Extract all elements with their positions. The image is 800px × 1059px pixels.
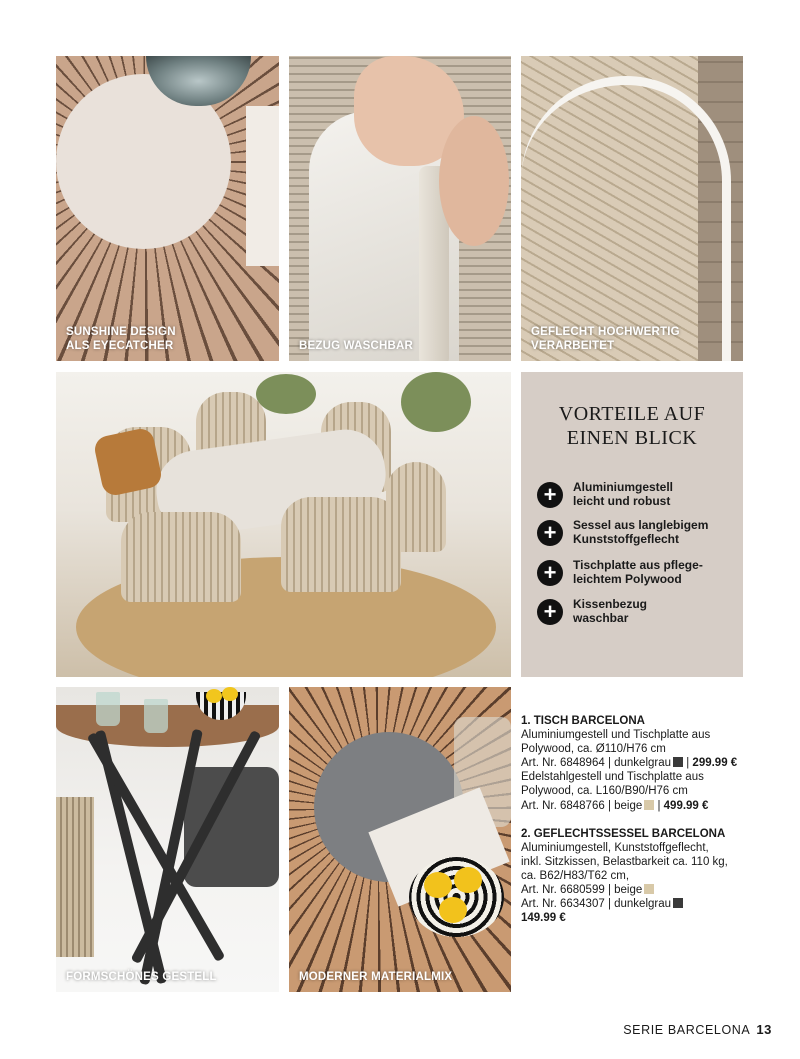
chair [56,797,94,957]
chair [121,512,241,602]
glass [96,692,120,726]
white-box [246,106,279,266]
lemon [439,897,467,923]
caption-weave: GEFLECHT HOCHWERTIG VERARBEITET [531,326,680,352]
article-line: Art. Nr. 6680599 | beige [521,883,761,897]
page-number: 13 [756,1022,772,1037]
plus-circle-icon: + [537,482,563,508]
color-swatch [673,898,683,908]
caption-cover: BEZUG WASCHBAR [299,340,413,352]
chair [281,497,401,592]
plant [256,374,316,414]
lemon [206,689,222,703]
hand [439,116,509,246]
benefit-item: + Aluminiumgestell leicht und robust [537,480,737,512]
photo-weave [521,56,743,361]
product-details: 1. TISCH BARCELONA Aluminiumgestell und Tischplatte aus Polywood, ca. Ø110/H76 cm Art. Nr. 6848964 | dunkelgrau | 299.99 € Edelstahlgestell und Tischplatte aus Polywood, ca. L160/B90/H76 cm Art. Nr. 6848766 | beige | 499.99 € 2. GEFLECHTSSESSEL BARCELONA Aluminiumgestell, Kunststoffgeflecht, inkl. Sitzkissen, Belastbarkeit ca. 110 kg, ca. B62/H83/T62 cm, Art. Nr. 6680599 | beige Art. Nr. 6634307 | dunkelgrau 149.99 € [521,714,761,925]
lemon [222,687,238,701]
photo-sunshine-design [56,56,279,361]
lemon [454,867,482,893]
series-name: SERIE BARCELONA [623,1023,751,1037]
benefit-item: + Sessel aus langlebigem Kunststoffgeflecht [537,518,737,550]
color-swatch [644,800,654,810]
price: 499.99 € [663,799,709,812]
benefit-item: + Kissenbezug waschbar [537,597,737,629]
price: 299.99 € [692,757,738,770]
photo-table-frame [56,687,279,992]
benefits-title: VORTEILE AUF EINEN BLICK [558,403,706,449]
plus-circle-icon: + [537,560,563,586]
plant [401,372,471,432]
caption-sunshine: SUNSHINE DESIGN ALS EYECATCHER [66,326,176,352]
price: 149.99 € [521,912,566,925]
caption-material: MODERNER MATERIALMIX [299,971,453,983]
page-footer [623,1022,772,1037]
product-title: 2. GEFLECHTSSESSEL BARCELONA [521,827,726,840]
lemon [424,872,452,898]
photo-cushion-cover [289,56,511,361]
article-line: Art. Nr. 6848964 | dunkelgrau | 299.99 € [521,757,738,770]
glass [144,699,168,733]
caption-frame: FORMSCHÖNES GESTELL [66,971,217,983]
benefits-panel [521,372,743,677]
plus-circle-icon: + [537,599,563,625]
photo-dining-set [56,372,511,677]
plus-circle-icon: + [537,520,563,546]
product-title: 1. TISCH BARCELONA [521,715,645,727]
article-line: Art. Nr. 6634307 | dunkelgrau [521,897,761,911]
color-swatch [673,757,683,767]
color-swatch [644,884,654,894]
chair-frame [521,76,731,361]
article-line: Art. Nr. 6848766 | beige | 499.99 € [521,799,709,812]
benefit-item: + Tischplatte aus pflege- leichtem Polywood [537,558,737,590]
photo-material-mix [289,687,511,992]
pillow [92,426,163,497]
